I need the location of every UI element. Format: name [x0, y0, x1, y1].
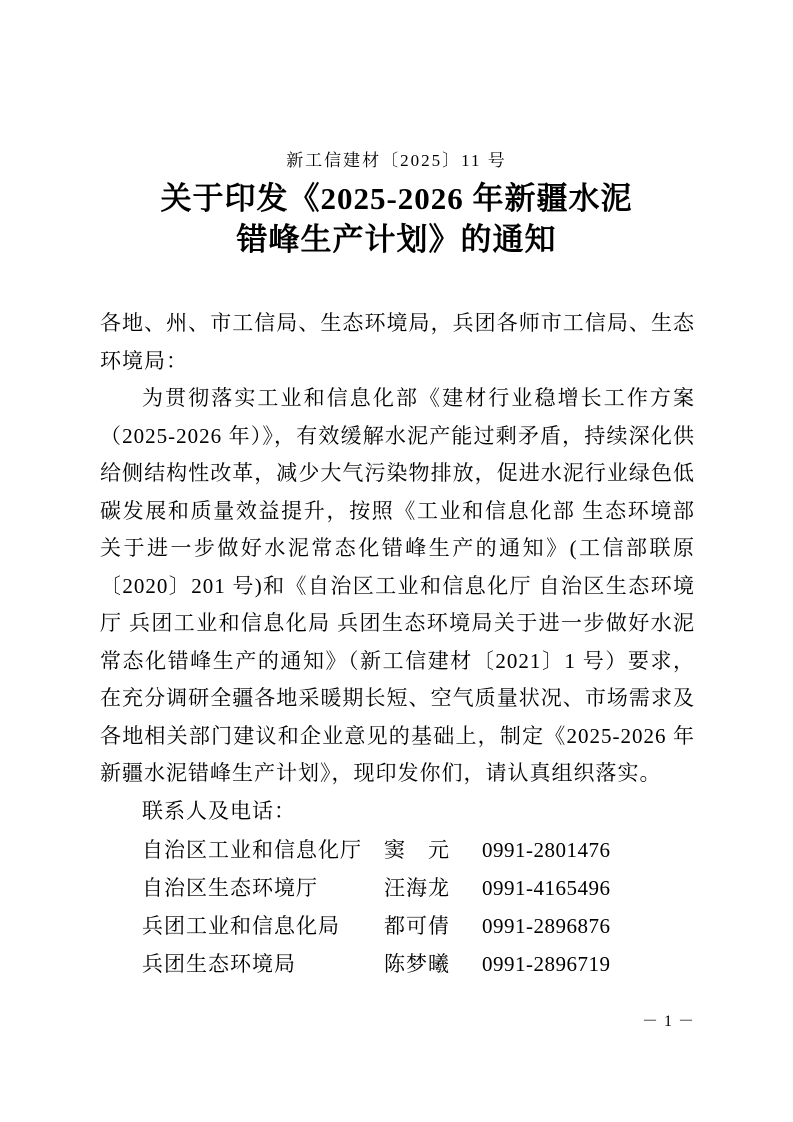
contact-name: 汪海龙: [384, 876, 450, 900]
document-number: 新工信建材〔2025〕11 号: [286, 151, 507, 170]
contact-name: 都可倩: [384, 914, 450, 938]
document-title-line2: 错峰生产计划》的通知: [236, 222, 557, 257]
salutation: 各地、州、市工信局、生态环境局，兵团各师市工信局、生态环境局：: [100, 311, 695, 373]
contact-org: 兵团生态环境局: [142, 952, 296, 976]
document-title-line1: 关于印发《2025-2026 年新疆水泥: [160, 181, 633, 216]
contact-name: 窦 元: [384, 838, 450, 862]
contact-row: [100, 869, 695, 907]
page-number: － 1 －: [641, 1013, 695, 1030]
body-paragraph: 为贯彻落实工业和信息化部《建材行业稳增长工作方案（2025-2026 年）》，有效缓解水泥产能过剩矛盾，持续深化供给侧结构性改革，减少大气污染物排放，促进水泥行业绿色低碳发展和质量效益提升，按照《工业和信息化部 生态环境部关于进一步做好水泥常态化错峰生产的通知》(工信部联原〔2020〕201 号)和《自治区工业和信息化厅 自治区生态环境厅 兵团工业和信息化局 兵团生态环境局关于进一步做好水泥常态化错峰生产的通知》（新工信建材〔2021〕1 号）要求，在充分调研全疆各地采暖期长短、空气质量状况、市场需求及各地相关部门建议和企业意见的基础上，制定《2025-2026 年新疆水泥错峰生产计划》，现印发你们，请认真组织落实。: [100, 386, 695, 785]
contact-row: [100, 831, 695, 869]
contact-org: 自治区工业和信息化厅: [142, 838, 362, 862]
contact-org: 自治区生态环境厅: [142, 876, 318, 900]
contact-row: [100, 907, 695, 945]
contacts-label: 联系人及电话：: [142, 798, 296, 823]
document-body: [100, 305, 695, 983]
contact-phone: 0991-2896719: [482, 952, 611, 976]
document-title: [0, 178, 793, 260]
contact-row: [100, 945, 695, 983]
contact-phone: 0991-2801476: [482, 838, 611, 862]
contact-name: 陈梦曦: [384, 952, 450, 976]
contact-phone: 0991-4165496: [482, 876, 611, 900]
contacts-table: [100, 831, 695, 983]
contact-phone: 0991-2896876: [482, 914, 611, 938]
contact-org: 兵团工业和信息化局: [142, 914, 340, 938]
